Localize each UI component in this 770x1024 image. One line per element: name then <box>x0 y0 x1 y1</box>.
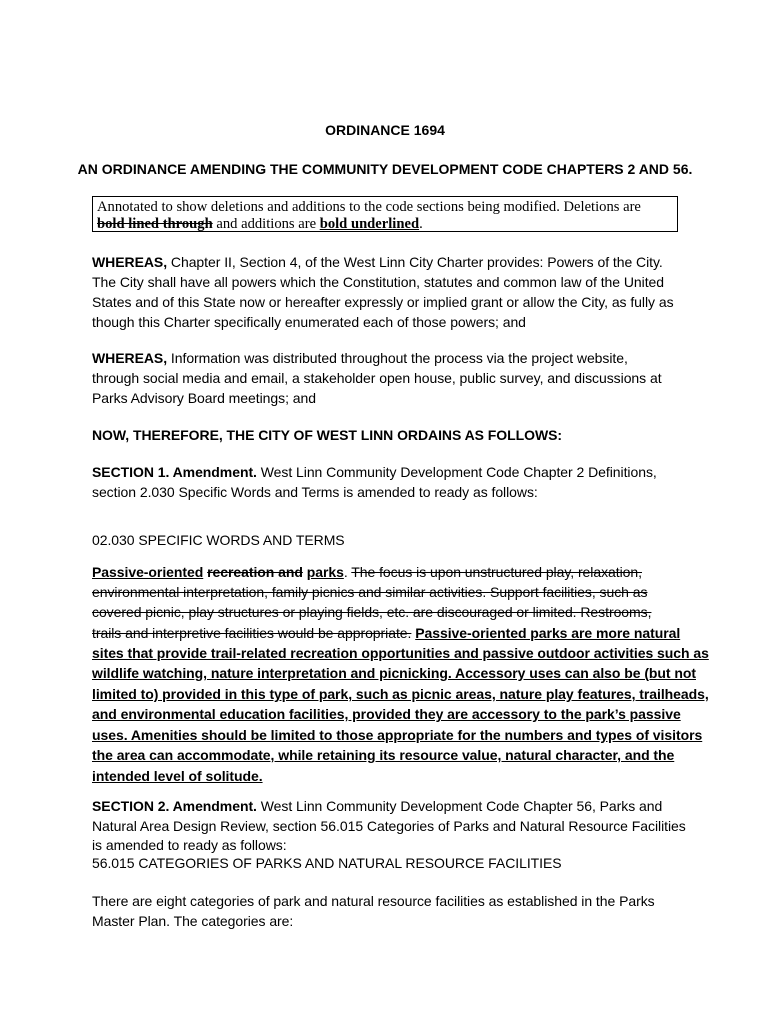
deleted-sample: bold lined through <box>97 216 213 232</box>
passive-line-11: intended level of solitude. <box>92 768 263 784</box>
passive-line-7: limited to) provided in this type of park, such as picnic areas, nature play features, trailheads, <box>92 686 709 702</box>
added-text-4: Passive-oriented parks are more natural <box>415 625 681 641</box>
ordinance-subtitle: AN ORDINANCE AMENDING THE COMMUNITY DEVELOPMENT CODE CHAPTERS 2 AND 56. <box>77 161 693 177</box>
passive-line-9: uses. Amenities should be limited to those appropriate for the numbers and types of visitors <box>92 727 703 743</box>
whereas2-text: Information was distributed throughout the process via the project website, <box>167 350 628 366</box>
section2-text: West Linn Community Development Code Chapter 56, Parks and <box>256 798 663 814</box>
passive-line-6: wildlife watching, nature interpretation and picnicking. Accessory uses can also be (but not <box>92 665 696 681</box>
whereas2-line-1 <box>92 348 628 368</box>
whereas2-label: WHEREAS, <box>92 350 168 366</box>
section1-line-2: section 2.030 Specific Words and Terms is amended to ready as follows: <box>92 484 538 500</box>
ordinance-title: ORDINANCE 1694 <box>325 122 445 138</box>
categories-line-1: There are eight categories of park and natural resource facilities as established in the Parks <box>92 893 655 909</box>
whereas1-line-2: The City shall have all powers which the Constitution, statutes and common law of the United <box>92 274 665 290</box>
annotation-middle: and additions are <box>212 216 320 232</box>
annotation-line-2 <box>97 216 677 233</box>
section2-line-1 <box>92 796 662 816</box>
passive-line-5: sites that provide trail-related recreation opportunities and passive outdoor activities such as <box>92 645 709 661</box>
section2-line-3: is amended to ready as follows: <box>92 837 287 853</box>
section2-label: SECTION 2. Amendment. <box>92 798 257 814</box>
whereas1-line-1 <box>92 252 663 272</box>
section1-text: West Linn Community Development Code Chapter 2 Definitions, <box>256 464 657 480</box>
annotation-line-1: Annotated to show deletions and additions to the code sections being modified. Deletions are <box>97 199 641 215</box>
passive-line-4 <box>92 623 680 643</box>
annotation-box <box>92 196 678 232</box>
whereas1-line-4: though this Charter specifically enumerated each of those powers; and <box>92 314 526 330</box>
whereas2-line-3: Parks Advisory Board meetings; and <box>92 390 316 406</box>
annotation-end: . <box>419 216 423 232</box>
passive-line-3: covered picnic, play structures or playing fields, etc. are discouraged or limited. Restrooms, <box>92 604 652 620</box>
section1-line-1 <box>92 462 657 482</box>
whereas1-label: WHEREAS, <box>92 254 168 270</box>
passive-line-2: environmental interpretation, family picnics and similar activities. Support facilities, such as <box>92 584 648 600</box>
definitions-heading: 02.030 SPECIFIC WORDS AND TERMS <box>92 532 345 548</box>
deleted-text-4: trails and interpretive facilities would be appropriate. <box>92 625 412 641</box>
section1-label: SECTION 1. Amendment. <box>92 464 257 480</box>
section2-line-4: 56.015 CATEGORIES OF PARKS AND NATURAL RESOURCE FACILITIES <box>92 855 562 871</box>
term-start: Passive-oriented <box>92 564 204 580</box>
passive-line-10: the area can accommodate, while retaining its resource value, natural character, and the <box>92 747 675 763</box>
passive-line-8: and environmental education facilities, provided they are accessory to the park’s passive <box>92 706 681 722</box>
categories-line-2: Master Plan. The categories are: <box>92 913 294 929</box>
term-deleted: recreation and <box>207 564 303 580</box>
added-sample: bold underlined <box>319 216 420 232</box>
whereas1-line-3: States and of this State now or hereafter expressly or implied grant or allow the City, as fully as <box>92 294 674 310</box>
deleted-text-1: The focus is upon unstructured play, relaxation, <box>351 564 642 580</box>
whereas1-text: Chapter II, Section 4, of the West Linn City Charter provides: Powers of the City. <box>167 254 663 270</box>
term-end: parks <box>306 564 344 580</box>
passive-line-1: Passive-oriented recreation and parks. The focus is upon unstructured play, relaxation, <box>92 564 642 580</box>
section2-line-2: Natural Area Design Review, section 56.015 Categories of Parks and Natural Resource Facilities <box>92 818 686 834</box>
now-therefore: NOW, THEREFORE, THE CITY OF WEST LINN ORDAINS AS FOLLOWS: <box>92 427 563 443</box>
whereas2-line-2: through social media and email, a stakeholder open house, public survey, and discussions at <box>92 370 662 386</box>
